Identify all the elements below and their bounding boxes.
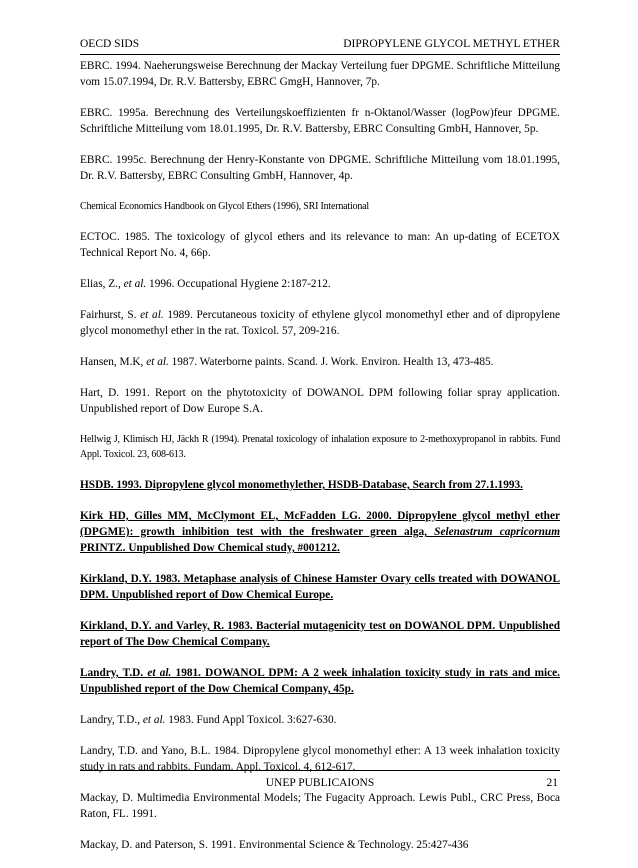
reference-item: Mackay, D. and Paterson, S. 1991. Environmental Science & Technology. 25:427-436 <box>80 839 469 851</box>
reference-item: Elias, Z., et al. 1996. Occupational Hygiene 2:187-212. <box>80 278 331 290</box>
reference-list <box>80 58 560 868</box>
reference-item: Fairhurst, S. et al. 1989. Percutaneous toxicity of ethylene glycol monomethyl ether and of dipropylene glycol monomethyl ether in the rat. Toxicol. 57, 209-216. <box>80 309 560 337</box>
reference-item: Hart, D. 1991. Report on the phytotoxicity of DOWANOL DPM following foliar spray application. Unpublished report of Dow Europe S.A. <box>80 387 560 415</box>
reference-item-highlighted: Kirkland, D.Y. and Varley, R. 1983. Bacterial mutagenicity test on DOWANOL DPM. Unpublished report of The Dow Chemical Company. <box>80 620 560 648</box>
reference-item-highlighted: Landry, T.D. et al. 1981. DOWANOL DPM: A 2 week inhalation toxicity study in rats and mice. Unpublished report of the Dow Chemical Company, 45p. <box>80 667 560 695</box>
page-header <box>80 36 560 55</box>
reference-item: Chemical Economics Handbook on Glycol Ethers (1996), SRI International <box>80 201 369 212</box>
header-right: DIPROPYLENE GLYCOL METHYL ETHER <box>343 38 560 50</box>
reference-item-highlighted: HSDB. 1993. Dipropylene glycol monomethylether, HSDB-Database, Search from 27.1.1993. <box>80 479 523 491</box>
reference-item: EBRC. 1995a. Berechnung des Verteilungskoeffizienten fr n-Oktanol/Wasser (logPow)feur DPGME. Schriftliche Mitteilung vom 18.01.1995, Dr. R.V. Battersby, EBRC Consulting GmbH, Hannover, 5p. <box>80 107 560 135</box>
page-number: 21 <box>546 777 558 789</box>
footer-publisher: UNEP PUBLICAIONS <box>265 777 375 789</box>
reference-item: Landry, T.D. and Yano, B.L. 1984. Dipropylene glycol monomethyl ether: A 13 week inhalation toxicity study in rats and rabbits. Fundam. Appl. Toxicol. 4, 612-617. <box>80 745 560 773</box>
page-footer <box>80 770 560 793</box>
reference-item: Hansen, M.K, et al. 1987. Waterborne paints. Scand. J. Work. Environ. Health 13, 473-485. <box>80 356 494 368</box>
reference-item: Mackay, D. Multimedia Environmental Models; The Fugacity Approach. Lewis Publ., CRC Press, Boca Raton, FL. 1991. <box>80 792 560 820</box>
reference-item: EBRC. 1995c. Berechnung der Henry-Konstante von DPGME. Schriftliche Mitteilung vom 18.01.1995, Dr. R.V. Battersby, EBRC Consulting GmbH, Hannover, 4p. <box>80 154 560 182</box>
reference-item-highlighted: Kirkland, D.Y. 1983. Metaphase analysis of Chinese Hamster Ovary cells treated with DOWANOL DPM. Unpublished report of Dow Chemical Europe. <box>80 573 560 601</box>
reference-item: Hellwig J, Klimisch HJ, Jäckh R (1994). Prenatal toxicology of inhalation exposure to 2-methoxypropanol in rabbits. Fund Appl. Toxicol. 23, 608-613. <box>80 434 560 460</box>
reference-item: Landry, T.D., et al. 1983. Fund Appl Toxicol. 3:627-630. <box>80 714 337 726</box>
reference-item-highlighted: Kirk HD, Gilles MM, McClymont EL, McFadden LG. 2000. Dipropylene glycol methyl ether (DPGME): growth inhibition test with the freshwater green alga, Selenastrum capricornum PRINTZ. Unpublished Dow Chemical study, #001212. <box>80 510 560 554</box>
header-left: OECD SIDS <box>80 38 140 50</box>
reference-item: ECTOC. 1985. The toxicology of glycol ethers and its relevance to man: An up-dating of ECETOX Technical Report No. 4, 66p. <box>80 231 560 259</box>
reference-item: EBRC. 1994. Naeherungsweise Berechnung der Mackay Verteilung fuer DPGME. Schriftliche Mitteilung vom 15.07.1994, Dr. R.V. Battersby, EBRC GmgH, Hannover, 7p. <box>80 60 560 88</box>
